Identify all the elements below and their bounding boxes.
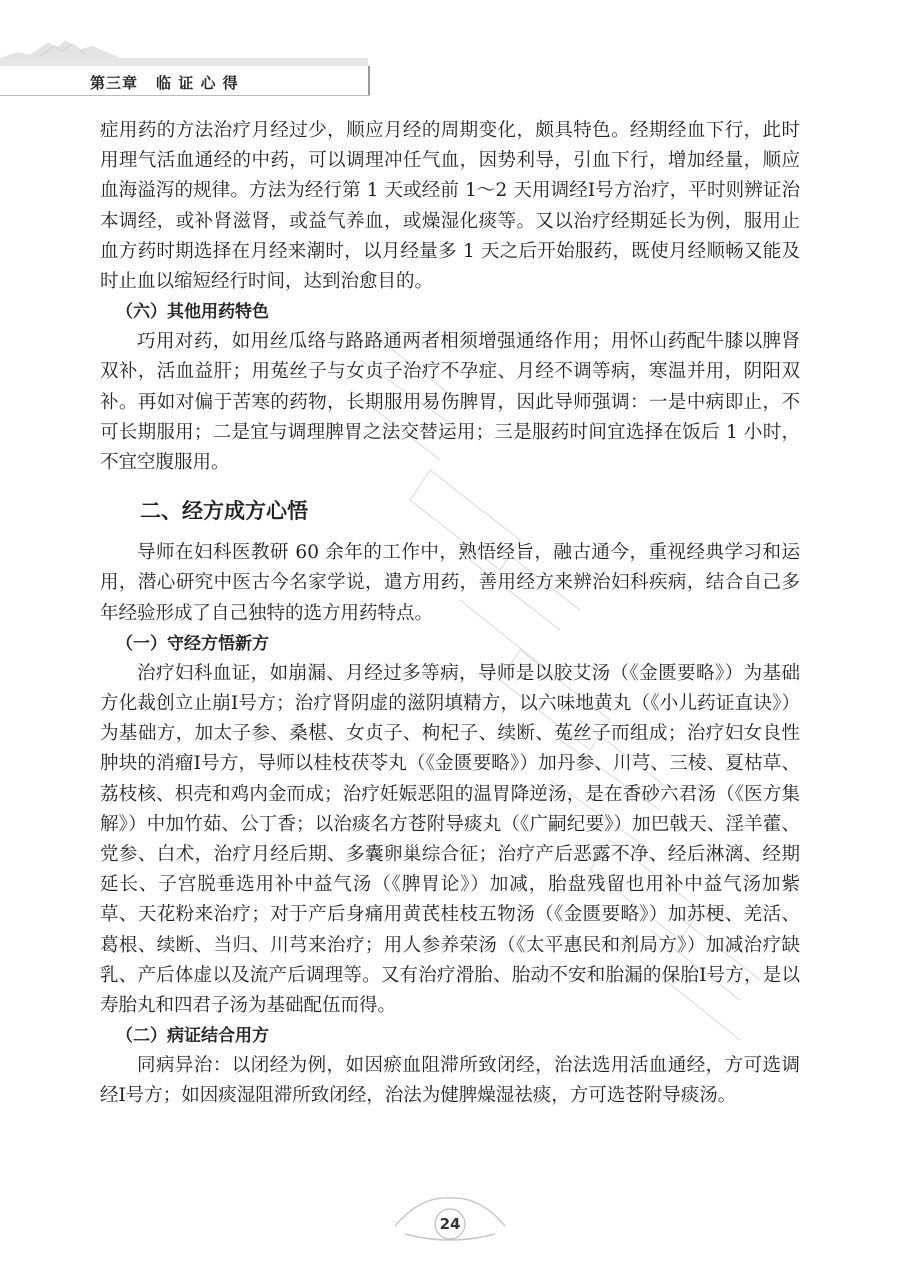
paragraph-continued: 症用药的方法治疗月经过少，顺应月经的周期变化，颇具特色。经期经血下行，此时用理气活血通经的中药，可以调理冲任气血，因势利导，引血下行，增加经量，顺应血海溢泻的规律。方法为经行第 1 天或经前 1～2 天用调经Ⅰ号方治疗，平时则辨证治本调经，或补肾滋肾，或益气养血，或燥湿化痰等。又以治疗经期延长为例，服用止血方药时期选择在月经来潮时，以月经量多 1 天之后开始服药，既使月经顺畅又能及时止血以缩短经行时间，达到治愈目的。	[100, 120, 800, 293]
subheading-disease-syndrome: （二）病证结合用方	[116, 1026, 269, 1047]
section-heading-classic-formulas: 二、经方成方心悟	[140, 499, 308, 524]
subheading-keep-classic: （一）守经方悟新方	[116, 633, 269, 654]
page-number: 24	[439, 1215, 461, 1233]
paragraph-same-disease: 同病异治：以闭经为例，如因瘀血阻滞所致闭经，治法选用活血通经，方可选调经Ⅰ号方；如因痰湿阻滞所致闭经，治法为健脾燥湿祛痰，方可选苍附导痰汤。	[100, 1055, 800, 1107]
page-body	[100, 116, 800, 1112]
running-header	[90, 72, 239, 93]
paragraph-blood-syndromes: 治疗妇科血证，如崩漏、月经过多等病，导师是以胶艾汤（《金匮要略》）为基础方化裁创立止崩Ⅰ号方；治疗肾阴虚的滋阴填精方，以六味地黄丸（《小儿药证直诀》）为基础方，加太子参、桑椹、女贞子、枸杞子、续断、菟丝子而组成；治疗妇女良性肿块的消瘤Ⅰ号方，导师以桂枝茯苓丸（《金匮要略》）加丹参、川芎、三棱、夏枯草、荔枝核、枳壳和鸡内金而成；治疗妊娠恶阻的温胃降逆汤，是在香砂六君汤（《医方集解》）中加竹茹、公丁香；以治痰名方苍附导痰丸（《广嗣纪要》）加巴戟天、淫羊藿、党参、白术，治疗月经后期、多囊卵巢综合征；治疗产后恶露不净、经后淋漓、经期延长、子宫脱垂选用补中益气汤（《脾胃论》）加减，胎盘残留也用补中益气汤加紫草、天花粉来治疗；对于产后身痛用黄芪桂枝五物汤（《金匮要略》）加苏梗、羌活、葛根、续断、当归、川芎来治疗；用人参养荣汤（《太平惠民和剂局方》）加减治疗缺乳、产后体虚以及流产后调理等。又有治疗滑胎、胎动不安和胎漏的保胎Ⅰ号方，是以寿胎丸和四君子汤为基础配伍而得。	[100, 662, 800, 1017]
subheading-other-medication: （六）其他用药特色	[116, 302, 269, 323]
header-divider	[368, 66, 370, 96]
header-band	[0, 58, 368, 66]
chapter-title: 临 证 心 得	[156, 74, 239, 92]
chapter-number: 第三章	[90, 74, 139, 92]
paragraph-mentor-intro: 导师在妇科医教研 60 余年的工作中，熟悟经旨，融古通今，重视经典学习和运用，潜心研究中医古今名家学说，遣方用药，善用经方来辨治妇科疾病，结合自己多年经验形成了自己独特的选方用药特点。	[100, 542, 800, 624]
paragraph-paired-herbs: 巧用对药，如用丝瓜络与路路通两者相须增强通络作用；用怀山药配牛膝以脾肾双补，活血益肝；用菟丝子与女贞子治疗不孕症、月经不调等病，寒温并用，阴阳双补。再如对偏于苦寒的药物，长期服用易伤脾胃，因此导师强调：一是中病即止，不可长期服用；二是宜与调理脾胃之法交替运用；三是服药时间宜选择在饭后 1 小时，不宜空腹服用。	[100, 331, 800, 474]
header-rule	[0, 95, 370, 96]
